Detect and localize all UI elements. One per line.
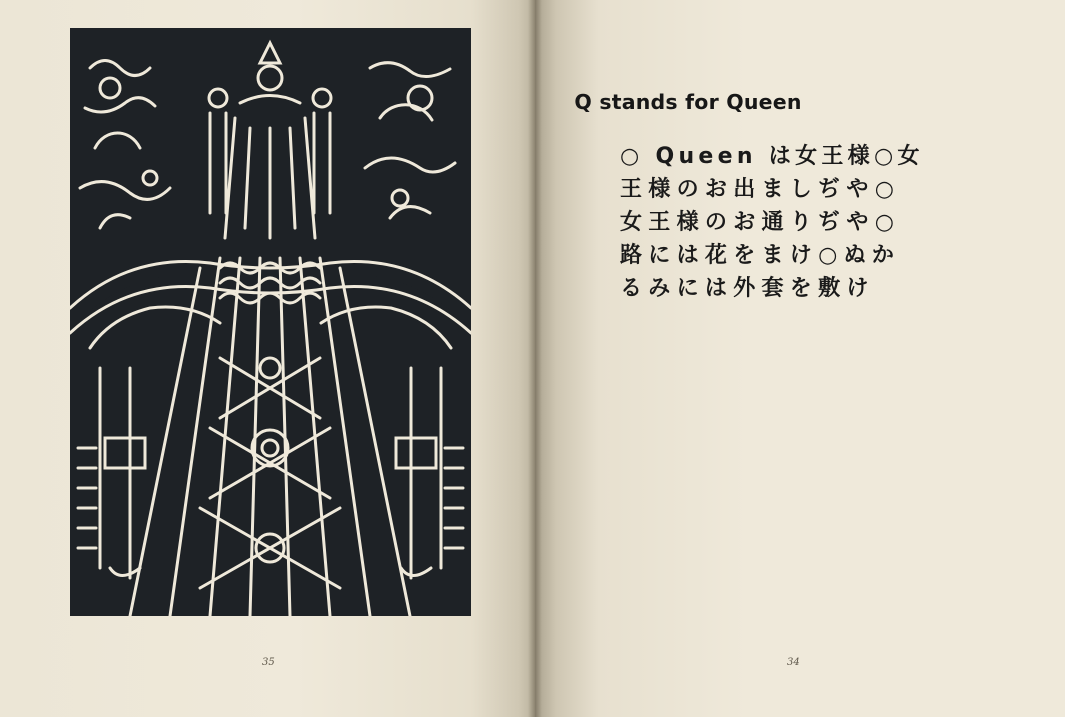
verse-line: 女王様のお通りぢや○ xyxy=(620,210,901,235)
woodcut-illustration xyxy=(70,28,471,616)
page-number-right: 34 xyxy=(787,657,800,668)
page-number-left: 35 xyxy=(262,657,275,668)
verse-line: 王様のお出ましぢや○ xyxy=(620,177,901,202)
book-gutter xyxy=(528,0,542,717)
verse-line: るみには外套を敷け xyxy=(620,276,875,301)
verse-line: ○ Queen は女王様○女 xyxy=(620,144,924,169)
verse-block xyxy=(620,140,1020,305)
page-title: Q stands for Queen xyxy=(574,90,802,114)
right-page xyxy=(535,0,1065,717)
verse-line: 路には花をまけ○ぬか xyxy=(620,243,901,268)
